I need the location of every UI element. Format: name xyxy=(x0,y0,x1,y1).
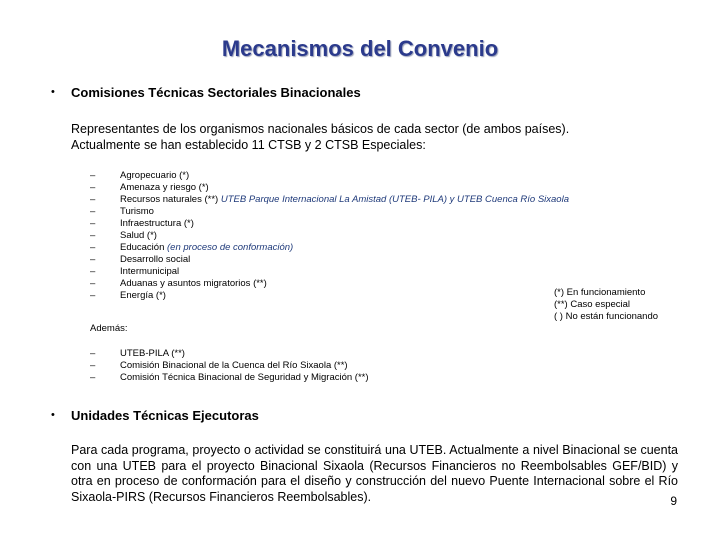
bullet-marker: • xyxy=(51,409,55,421)
section-heading-uteb: Unidades Técnicas Ejecutoras xyxy=(71,408,259,423)
legend-item: ( ) No están funcionando xyxy=(554,311,659,322)
list-item: – Recursos naturales (**) UTEB Parque Internacional La Amistad (UTEB- PILA) y UTEB Cuenca Río Sixaola xyxy=(90,194,569,205)
list-item: – Turismo xyxy=(90,206,154,217)
item-note: (en proceso de conformación) xyxy=(167,242,294,253)
list-item: – UTEB-PILA (**) xyxy=(90,348,185,359)
sector-list xyxy=(90,170,569,302)
list-item: – Educación (en proceso de conformación) xyxy=(90,242,294,253)
page-title: Mecanismos del Convenio xyxy=(221,36,499,61)
section-heading-ctsb: Comisiones Técnicas Sectoriales Binacionales xyxy=(71,85,361,100)
list-item: – Intermunicipal xyxy=(90,266,180,277)
list-item: – Aduanas y asuntos migratorios (**) xyxy=(90,278,267,289)
intro-line: Representantes de los organismos nacionales básicos de cada sector (de ambos países). xyxy=(71,122,570,136)
list-item: – Amenaza y riesgo (*) xyxy=(90,182,209,193)
legend-item: (**) Caso especial xyxy=(554,299,631,310)
list-item: – Infraestructura (*) xyxy=(90,218,194,229)
uteb-paragraph: Para cada programa, proyecto o actividad se constituirá una UTEB. Actualmente a nivel Binacional se cuenta con una UTEB para el proyecto Binacional Sixaola (Recursos Financieros no Reembolsables GEF/BID) y otra en proceso de conformación para el diseño y construcción del nuevo Puente Internacional sobre el Río Sixaola-PIRS (Recursos Financieros Reembolsables). xyxy=(71,443,678,504)
intro-paragraph xyxy=(71,121,569,153)
page-number: 9 xyxy=(670,494,677,508)
list-item: – Energía (*) xyxy=(90,290,166,301)
intro-line: Actualmente se han establecido 11 CTSB y 2 CTSB Especiales: xyxy=(71,138,426,152)
list-item: – Desarrollo social xyxy=(90,254,191,265)
list-item: – Comisión Binacional de la Cuenca del Río Sixaola (**) xyxy=(90,360,348,371)
ademas-label: Además: xyxy=(90,323,128,334)
list-item: – Agropecuario (*) xyxy=(90,170,190,181)
extra-list xyxy=(90,348,369,384)
list-item: – Salud (*) xyxy=(90,230,157,241)
status-legend xyxy=(554,287,658,323)
legend-item: (*) En funcionamiento xyxy=(554,287,646,298)
bullet-marker: • xyxy=(51,86,55,98)
item-note: UTEB Parque Internacional La Amistad (UTEB- PILA) y UTEB Cuenca Río Sixaola xyxy=(220,194,569,205)
list-item: – Comisión Técnica Binacional de Seguridad y Migración (**) xyxy=(90,372,369,383)
